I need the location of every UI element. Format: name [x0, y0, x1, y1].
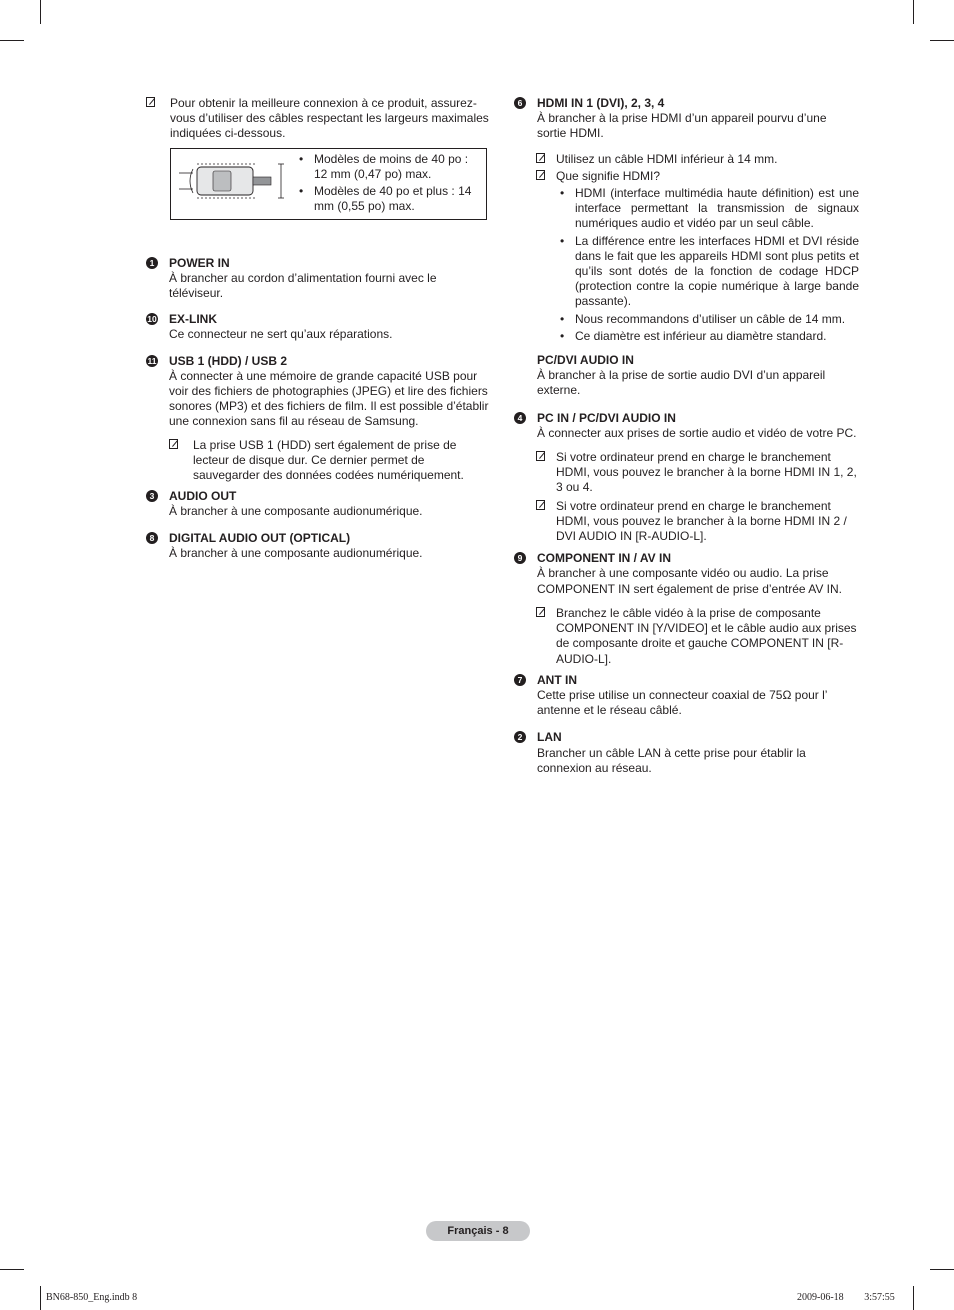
list-item: • Modèles de 40 po et plus : 14 mm (0,55 po) max. — [295, 184, 481, 214]
note-icon — [146, 97, 155, 107]
crop-mark — [930, 1269, 954, 1270]
crop-mark — [40, 0, 41, 24]
cable-plug-icon — [179, 163, 287, 207]
section-body: À brancher au cordon d’alimentation fourni avec le téléviseur. — [169, 270, 437, 301]
number-badge: 7 — [514, 674, 526, 686]
hdmi-note-size — [536, 152, 859, 167]
section-body: À connecter aux prises de sortie audio et vidéo de votre PC. — [537, 425, 857, 440]
section-title: HDMI IN 1 (DVI), 2, 3, 4 — [537, 96, 665, 110]
section-title: AUDIO OUT — [169, 489, 237, 504]
note-icon — [536, 153, 545, 163]
section-title: DIGITAL AUDIO OUT (OPTICAL) — [169, 530, 351, 545]
list-item: • HDMI (interface multimédia haute définition) est une interface permettant la transmission de signaux numériques audio et vidéo par un seul câble. — [556, 186, 859, 232]
section-title: LAN — [537, 730, 562, 745]
section-component-in — [514, 551, 859, 666]
section-title: COMPONENT IN / AV IN — [537, 551, 672, 566]
list-item: • La différence entre les interfaces HDMI et DVI réside dans le fait que les appareils HDMI sont plus petits et qu’ils sont dotés de la fonction de codage HDCP (protection contre la copie numérique à large bande passante). — [556, 234, 859, 310]
number-badge: 11 — [147, 355, 157, 366]
section-digital-audio-out — [146, 531, 491, 561]
list-item: • Ce diamètre est inférieur au diamètre standard. — [556, 329, 859, 344]
section-title: POWER IN — [169, 255, 230, 270]
section-pc-dvi-audio-in — [514, 353, 859, 399]
section-title: USB 1 (HDD) / USB 2 — [169, 353, 288, 368]
number-badge: 9 — [514, 552, 526, 564]
note-icon — [536, 607, 545, 617]
hdmi-note-definition — [536, 169, 859, 344]
note-text: Utilisez un câble HDMI inférieur à 14 mm. — [556, 151, 778, 166]
section-body: À brancher à une composante audionumérique. — [169, 545, 423, 560]
section-body: À brancher à une composante audionumérique. — [169, 504, 423, 519]
pc-note — [536, 450, 859, 496]
section-audio-out — [146, 489, 491, 519]
print-slug-right: 2009-06-18 􏰀􏰀 3:57:55 — [797, 1292, 895, 1303]
section-body: Ce connecteur ne sert qu’aux réparations. — [169, 327, 393, 342]
number-badge: 2 — [514, 731, 526, 743]
note-icon — [536, 500, 545, 510]
cable-width-figure — [170, 148, 487, 220]
crop-mark — [0, 40, 24, 41]
intro-note — [146, 96, 491, 142]
number-badge: 8 — [146, 532, 158, 544]
crop-mark — [40, 1286, 41, 1310]
section-body: À brancher à la prise HDMI d’un appareil pourvu d’une sortie HDMI. — [537, 111, 827, 141]
section-pc-in — [514, 411, 859, 545]
note-icon — [536, 451, 545, 461]
print-slug-left: BN68-850_Eng.indb 8 — [46, 1292, 138, 1303]
section-lan — [514, 730, 859, 776]
number-badge: 6 — [514, 97, 526, 109]
note-text: Si votre ordinateur prend en charge le branchement HDMI, vous pouvez le brancher à la borne HDMI IN 1, 2, 3 ou 4. — [556, 450, 857, 495]
section-title: ANT IN — [537, 672, 577, 687]
section-body: Cette prise utilise un connecteur coaxial de 75Ω pour l’ antenne et le réseau câblé. — [537, 687, 828, 718]
section-title: PC IN / PC/DVI AUDIO IN — [537, 410, 676, 425]
figure-bullets — [295, 152, 481, 217]
note-text: La prise USB 1 (HDD) sert également de prise de lecteur de disque dur. Ce dernier permet de sauvegarder des données codées numériquement. — [193, 437, 464, 483]
number-badge: 10 — [147, 314, 157, 325]
number-badge: 4 — [514, 412, 526, 424]
note-text: Pour obtenir la meilleure connexion à ce produit, assurez-vous d’utiliser des câbles respectant les largeurs maximales indiquées ci-dessous. — [170, 96, 489, 141]
section-usb — [146, 354, 491, 484]
hdmi-bullets — [556, 186, 859, 344]
number-badge: 3 — [146, 490, 158, 502]
left-column — [146, 96, 491, 561]
section-body: À brancher à une composante vidéo ou audio. La prise COMPONENT IN sert également de prise d’entrée AV IN. — [537, 566, 843, 596]
section-body: À connecter à une mémoire de grande capacité USB pour voir des fichiers de photographies (JPEG) et lire des fichiers sonores (MP3) et des fichiers de film. Il est possible d’établir une connexion sans fil au réseau de Samsung. — [169, 368, 489, 429]
crop-mark — [0, 1269, 24, 1270]
pc-note — [536, 499, 859, 545]
section-hdmi-in — [514, 96, 859, 344]
note-icon — [536, 170, 545, 180]
note-text: Branchez le câble vidéo à la prise de composante COMPONENT IN [Y/VIDEO] et le câble audio aux prises de composante droite et gauche COMPONENT IN [R-AUDIO-L]. — [556, 605, 857, 666]
usb-note — [169, 438, 491, 484]
note-text: Si votre ordinateur prend en charge le branchement HDMI, vous pouvez le brancher à la borne HDMI IN 2 / DVI AUDIO IN [R-AUDIO-L]. — [556, 498, 847, 544]
section-power-in — [146, 256, 491, 302]
number-badge: 1 — [146, 257, 158, 269]
section-title: EX-LINK — [169, 312, 217, 327]
section-title: PC/DVI AUDIO IN — [537, 353, 634, 368]
right-column — [514, 96, 859, 776]
crop-mark — [913, 0, 914, 24]
crop-mark — [930, 40, 954, 41]
section-body: Brancher un câble LAN à cette prise pour établir la connexion au réseau. — [537, 745, 806, 775]
section-ant-in — [514, 673, 859, 719]
note-icon — [169, 439, 178, 449]
section-ex-link — [146, 312, 491, 342]
component-note — [536, 606, 859, 667]
section-body: À brancher à la prise de sortie audio DVI d’un appareil externe. — [537, 368, 826, 398]
list-item: • Modèles de moins de 40 po : 12 mm (0,47 po) max. — [295, 152, 481, 182]
crop-mark — [913, 1286, 914, 1310]
page-number-label: Français - 8 — [426, 1221, 530, 1241]
list-item: • Nous recommandons d’utiliser un câble de 14 mm. — [556, 312, 859, 327]
note-text: Que signifie HDMI? — [556, 168, 661, 183]
